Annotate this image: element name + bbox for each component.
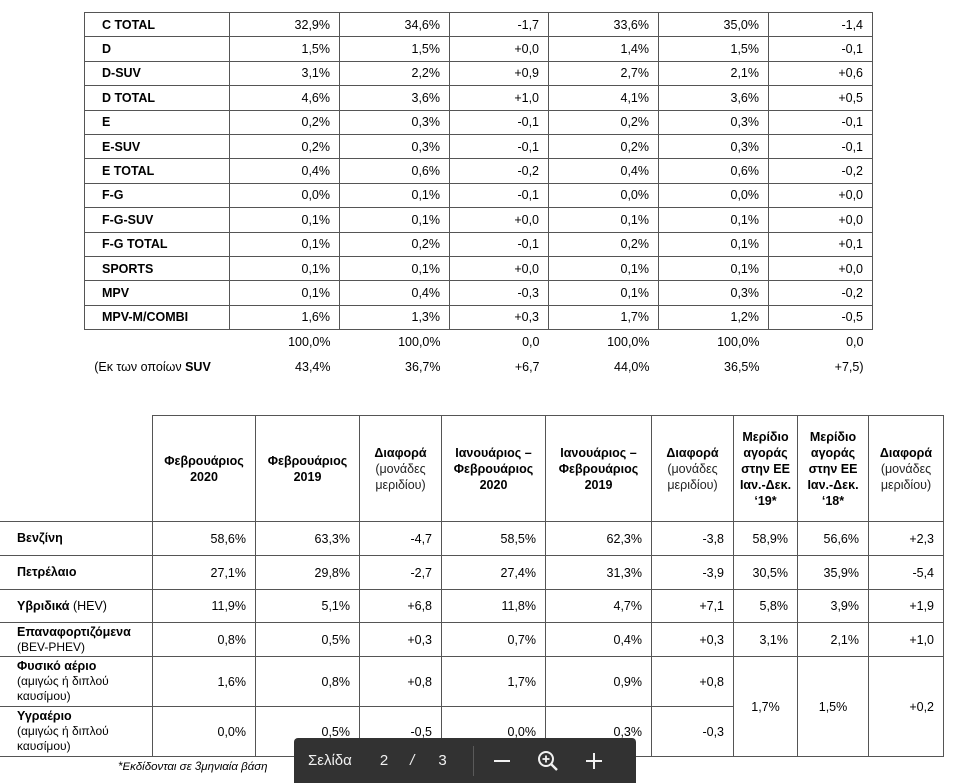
value-cell: 2,2% bbox=[340, 61, 450, 85]
merged-value-cell: 1,5% bbox=[798, 657, 869, 757]
value-cell: -0,2 bbox=[450, 159, 549, 183]
row-label bbox=[0, 590, 153, 623]
value-cell: 0,1% bbox=[659, 208, 769, 232]
value-cell: +0,3 bbox=[652, 623, 734, 657]
column-header bbox=[546, 416, 652, 522]
row-label bbox=[0, 623, 153, 657]
toolbar-divider bbox=[473, 746, 474, 776]
value-cell: +6,7 bbox=[514, 359, 540, 374]
column-header bbox=[734, 416, 798, 522]
value-cell: -3,9 bbox=[652, 556, 734, 590]
row-label-main: Επαναφορτιζόμενα bbox=[17, 624, 131, 639]
value-cell: 0,8% bbox=[256, 657, 360, 707]
table-row bbox=[85, 13, 873, 37]
value-cell: 58,5% bbox=[442, 522, 546, 556]
value-cell: 1,6% bbox=[230, 305, 340, 329]
suv-row bbox=[85, 355, 873, 380]
value-cell: 0,2% bbox=[549, 110, 659, 134]
value-cell: -0,5 bbox=[360, 707, 442, 757]
value-cell: +6,8 bbox=[360, 590, 442, 623]
value-cell: +1,9 bbox=[869, 590, 944, 623]
value-cell: 1,7% bbox=[549, 305, 659, 329]
value-cell: 0,8% bbox=[153, 623, 256, 657]
value-cell: +0,5 bbox=[769, 86, 873, 110]
merged-value-cell: +0,2 bbox=[869, 657, 944, 757]
value-cell: 0,4% bbox=[230, 159, 340, 183]
table-row bbox=[85, 61, 873, 85]
header-main: Φεβρουάριος 2020 bbox=[164, 453, 244, 484]
value-cell: +1,0 bbox=[450, 86, 549, 110]
value-cell: 0,0 bbox=[846, 335, 864, 350]
value-cell: 0,4% bbox=[549, 159, 659, 183]
table-row bbox=[85, 183, 873, 207]
total-pages: 3 bbox=[438, 752, 447, 769]
value-cell: 0,1% bbox=[340, 183, 450, 207]
value-cell: 30,5% bbox=[734, 556, 798, 590]
value-cell: 0,1% bbox=[230, 232, 340, 256]
row-label-sub: (BEV-PHEV) bbox=[17, 639, 86, 654]
value-cell: 0,0% bbox=[659, 183, 769, 207]
value-cell: 0,1% bbox=[659, 232, 769, 256]
value-cell: 34,6% bbox=[340, 13, 450, 37]
header-main: Φεβρουάριος 2019 bbox=[267, 453, 348, 484]
value-cell: 0,1% bbox=[549, 208, 659, 232]
value-cell: +0,0 bbox=[450, 37, 549, 61]
value-cell: 1,6% bbox=[153, 657, 256, 707]
row-label: E-SUV bbox=[85, 134, 230, 158]
row-label: MPV-M/COMBI bbox=[85, 305, 230, 329]
value-cell: 35,9% bbox=[798, 556, 869, 590]
value-cell: 0,2% bbox=[340, 232, 450, 256]
value-cell: 0,4% bbox=[546, 623, 652, 657]
value-cell: 3,9% bbox=[798, 590, 869, 623]
column-header bbox=[869, 416, 944, 522]
value-cell: +0,9 bbox=[450, 61, 549, 85]
value-cell: 2,1% bbox=[659, 61, 769, 85]
row-label: D bbox=[85, 37, 230, 61]
header-main: Ιανουάριος – Φεβρουάριος 2019 bbox=[558, 445, 639, 492]
blank-header-cell bbox=[0, 416, 153, 522]
row-label-main: Υβριδικά bbox=[17, 598, 70, 613]
value-cell: 33,6% bbox=[549, 13, 659, 37]
value-cell: 43,4% bbox=[295, 359, 331, 374]
value-cell: -0,1 bbox=[769, 134, 873, 158]
table-row bbox=[0, 657, 944, 707]
pdf-page-toolbar bbox=[294, 738, 636, 783]
value-cell: 58,9% bbox=[734, 522, 798, 556]
value-cell: +0,0 bbox=[769, 183, 873, 207]
value-cell: -0,1 bbox=[450, 110, 549, 134]
value-cell: 0,3% bbox=[659, 134, 769, 158]
column-header bbox=[153, 416, 256, 522]
page-label: Σελίδα bbox=[308, 752, 352, 769]
table-row bbox=[0, 556, 944, 590]
row-label: F-G-SUV bbox=[85, 208, 230, 232]
value-cell: -1,7 bbox=[450, 13, 549, 37]
value-cell: 4,6% bbox=[230, 86, 340, 110]
table-row bbox=[85, 159, 873, 183]
value-cell: 63,3% bbox=[256, 522, 360, 556]
value-cell: +0,6 bbox=[769, 61, 873, 85]
value-cell: 0,7% bbox=[442, 623, 546, 657]
value-cell: 0,0% bbox=[153, 707, 256, 757]
value-cell: 32,9% bbox=[230, 13, 340, 37]
value-cell: 1,3% bbox=[340, 305, 450, 329]
header-row bbox=[0, 416, 944, 522]
row-label-main: Πετρέλαιο bbox=[17, 565, 77, 579]
value-cell: 0,6% bbox=[659, 159, 769, 183]
value-cell: 0,2% bbox=[549, 134, 659, 158]
value-cell: 5,1% bbox=[256, 590, 360, 623]
value-cell: -0,2 bbox=[769, 159, 873, 183]
value-cell: 0,3% bbox=[659, 281, 769, 305]
value-cell: -3,8 bbox=[652, 522, 734, 556]
value-cell: 1,5% bbox=[340, 37, 450, 61]
value-cell: 0,0 bbox=[522, 335, 540, 350]
row-label: D-SUV bbox=[85, 61, 230, 85]
value-cell: 0,3% bbox=[340, 134, 450, 158]
plus-icon bbox=[584, 751, 604, 771]
value-cell: +7,5) bbox=[834, 359, 864, 374]
column-header bbox=[256, 416, 360, 522]
value-cell: 0,0% bbox=[230, 183, 340, 207]
value-cell: +2,3 bbox=[869, 522, 944, 556]
value-cell: 62,3% bbox=[546, 522, 652, 556]
value-cell: +0,0 bbox=[769, 208, 873, 232]
value-cell: 27,4% bbox=[442, 556, 546, 590]
value-cell: +1,0 bbox=[869, 623, 944, 657]
value-cell: +0,0 bbox=[450, 208, 549, 232]
value-cell: 0,5% bbox=[256, 707, 360, 757]
value-cell: +7,1 bbox=[652, 590, 734, 623]
row-label-sub: (αμιγώς ή διπλού καυσίμου) bbox=[17, 724, 109, 753]
value-cell: 58,6% bbox=[153, 522, 256, 556]
row-label: F-G bbox=[85, 183, 230, 207]
value-cell: 0,2% bbox=[230, 110, 340, 134]
value-cell: +0,3 bbox=[450, 305, 549, 329]
value-cell: 100,0% bbox=[717, 335, 760, 350]
value-cell: -0,1 bbox=[450, 134, 549, 158]
row-label bbox=[0, 657, 153, 707]
table-row bbox=[85, 86, 873, 110]
page-separator: / bbox=[410, 752, 415, 769]
value-cell: -2,7 bbox=[360, 556, 442, 590]
table-row bbox=[85, 37, 873, 61]
header-main: Μερίδιο αγοράς στην ΕΕ Ιαν.-Δεκ. ‘18* bbox=[807, 429, 859, 508]
value-cell: 44,0% bbox=[614, 359, 650, 374]
magnifier-icon bbox=[536, 749, 560, 773]
value-cell: -0,3 bbox=[652, 707, 734, 757]
row-label: D TOTAL bbox=[85, 86, 230, 110]
header-main: Διαφορά bbox=[879, 445, 933, 460]
value-cell: 3,1% bbox=[734, 623, 798, 657]
value-cell: 36,5% bbox=[724, 359, 760, 374]
value-cell: 0,4% bbox=[340, 281, 450, 305]
value-cell: 1,7% bbox=[442, 657, 546, 707]
row-label-sub: (αμιγώς ή διπλού καυσίμου) bbox=[17, 674, 109, 703]
row-label bbox=[0, 556, 153, 590]
table-row bbox=[85, 110, 873, 134]
value-cell: 0,3% bbox=[546, 707, 652, 757]
row-label bbox=[0, 707, 153, 757]
value-cell: +0,3 bbox=[360, 623, 442, 657]
value-cell: 0,1% bbox=[230, 208, 340, 232]
value-cell: 31,3% bbox=[546, 556, 652, 590]
fuel-type-share-table bbox=[0, 415, 944, 757]
value-cell: -1,4 bbox=[769, 13, 873, 37]
value-cell: 11,9% bbox=[153, 590, 256, 623]
table-row bbox=[0, 522, 944, 556]
row-label: E bbox=[85, 110, 230, 134]
value-cell: 0,3% bbox=[340, 110, 450, 134]
value-cell: +0,8 bbox=[360, 657, 442, 707]
value-cell: 4,1% bbox=[549, 86, 659, 110]
value-cell: 3,1% bbox=[230, 61, 340, 85]
value-cell: +0,0 bbox=[450, 256, 549, 280]
value-cell: 100,0% bbox=[288, 335, 331, 350]
value-cell: 0,2% bbox=[230, 134, 340, 158]
value-cell: 0,0% bbox=[549, 183, 659, 207]
table-row bbox=[85, 256, 873, 280]
value-cell: 35,0% bbox=[659, 13, 769, 37]
row-label-main: Βενζίνη bbox=[17, 531, 63, 545]
row-label-inline: (HEV) bbox=[69, 598, 107, 613]
table-row bbox=[85, 281, 873, 305]
merged-value-cell: 1,7% bbox=[734, 657, 798, 757]
value-cell: -0,1 bbox=[450, 183, 549, 207]
current-page-number[interactable]: 2 bbox=[379, 752, 389, 769]
value-cell: 1,5% bbox=[659, 37, 769, 61]
value-cell: 0,6% bbox=[340, 159, 450, 183]
value-cell: 29,8% bbox=[256, 556, 360, 590]
value-cell: 1,5% bbox=[230, 37, 340, 61]
row-label bbox=[0, 522, 153, 556]
header-sub: (μονάδες μεριδίου) bbox=[880, 461, 932, 492]
value-cell: +0,1 bbox=[769, 232, 873, 256]
table-row bbox=[85, 134, 873, 158]
value-cell: 0,2% bbox=[549, 232, 659, 256]
value-cell: 0,9% bbox=[546, 657, 652, 707]
value-cell: 0,1% bbox=[659, 256, 769, 280]
column-header bbox=[442, 416, 546, 522]
table-row bbox=[0, 623, 944, 657]
value-cell: -4,7 bbox=[360, 522, 442, 556]
row-label: MPV bbox=[85, 281, 230, 305]
value-cell: 0,1% bbox=[549, 281, 659, 305]
value-cell: -5,4 bbox=[869, 556, 944, 590]
value-cell: +0,0 bbox=[769, 256, 873, 280]
header-sub: (μονάδες μεριδίου) bbox=[375, 461, 426, 492]
table-row bbox=[85, 232, 873, 256]
table-row bbox=[85, 208, 873, 232]
row-label: E TOTAL bbox=[85, 159, 230, 183]
value-cell: 4,7% bbox=[546, 590, 652, 623]
header-main: Μερίδιο αγοράς στην ΕΕ Ιαν.-Δεκ. ‘19* bbox=[739, 429, 792, 508]
value-cell: 100,0% bbox=[607, 335, 650, 350]
row-label: SPORTS bbox=[85, 256, 230, 280]
value-cell: -0,1 bbox=[769, 37, 873, 61]
row-label: C TOTAL bbox=[85, 13, 230, 37]
row-label bbox=[85, 330, 230, 355]
value-cell: 0,1% bbox=[549, 256, 659, 280]
value-cell: 0,1% bbox=[340, 256, 450, 280]
value-cell: 2,1% bbox=[798, 623, 869, 657]
value-cell: 0,3% bbox=[659, 110, 769, 134]
header-main: Διαφορά bbox=[374, 445, 427, 460]
value-cell: 3,6% bbox=[659, 86, 769, 110]
value-cell: 1,2% bbox=[659, 305, 769, 329]
value-cell: 3,6% bbox=[340, 86, 450, 110]
table-row bbox=[0, 590, 944, 623]
value-cell: 100,0% bbox=[398, 335, 441, 350]
suv-bold: SUV bbox=[185, 359, 211, 374]
row-label-main: Φυσικό αέριο bbox=[17, 659, 97, 673]
value-cell: -0,2 bbox=[769, 281, 873, 305]
segment-share-table bbox=[84, 12, 873, 379]
value-cell: 0,1% bbox=[340, 208, 450, 232]
row-label: F-G TOTAL bbox=[85, 232, 230, 256]
footnote: *Εκδίδονται σε 3μηνιαία βάση bbox=[118, 761, 268, 773]
minus-icon bbox=[492, 751, 512, 771]
value-cell: -0,3 bbox=[450, 281, 549, 305]
fit-zoom-button[interactable] bbox=[534, 747, 562, 775]
header-main: Διαφορά bbox=[666, 445, 719, 460]
table-row bbox=[85, 305, 873, 329]
zoom-out-button[interactable] bbox=[488, 747, 516, 775]
header-main: Ιανουάριος – Φεβρουάριος 2020 bbox=[453, 445, 534, 492]
value-cell: -0,1 bbox=[769, 110, 873, 134]
value-cell: 1,4% bbox=[549, 37, 659, 61]
value-cell: 5,8% bbox=[734, 590, 798, 623]
value-cell: 11,8% bbox=[442, 590, 546, 623]
value-cell: 2,7% bbox=[549, 61, 659, 85]
suv-row-label bbox=[85, 355, 230, 380]
value-cell: 0,1% bbox=[230, 256, 340, 280]
value-cell: 36,7% bbox=[405, 359, 441, 374]
value-cell: 0,0% bbox=[442, 707, 546, 757]
column-header bbox=[652, 416, 734, 522]
row-label-main: Υγραέριο bbox=[17, 709, 72, 723]
total-row bbox=[85, 330, 873, 355]
header-sub: (μονάδες μεριδίου) bbox=[667, 461, 718, 492]
value-cell: +0,8 bbox=[652, 657, 734, 707]
value-cell: -0,5 bbox=[769, 305, 873, 329]
value-cell: 0,5% bbox=[256, 623, 360, 657]
value-cell: -0,1 bbox=[450, 232, 549, 256]
zoom-in-button[interactable] bbox=[580, 747, 608, 775]
value-cell: 0,1% bbox=[230, 281, 340, 305]
column-header bbox=[798, 416, 869, 522]
value-cell: 56,6% bbox=[798, 522, 869, 556]
column-header bbox=[360, 416, 442, 522]
value-cell: 27,1% bbox=[153, 556, 256, 590]
suv-prefix: (Εκ των οποίων bbox=[94, 359, 186, 374]
